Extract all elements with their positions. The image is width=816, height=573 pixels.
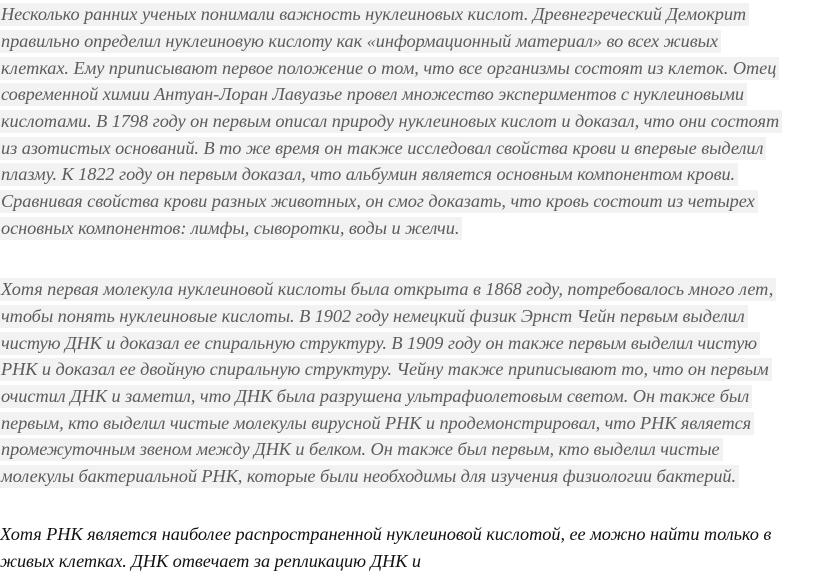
text-line xyxy=(0,107,816,134)
line-text: чистую ДНК и доказал ее спиральную структуру. В 1909 году он также первым выделил чистую xyxy=(0,332,760,355)
text-line xyxy=(0,133,816,160)
paragraph-3 xyxy=(0,520,816,573)
line-text: молекулы бактериальной РНК, которые были необходимы для изучения физиологии бактерий. xyxy=(0,465,739,488)
line-text: плазму. К 1822 году он первым доказал, что альбумин является основным компонентом крови. xyxy=(0,163,738,186)
line-text: современной химии Антуан-Лоран Лавуазье провел множество экспериментов с нуклеиновыми xyxy=(0,83,747,106)
text-line xyxy=(0,355,816,382)
line-text: клетках. Ему приписывают первое положение о том, что все организмы состоят из клеток. Отец xyxy=(0,57,779,80)
line-text: первым, кто выделил чистые молекулы вирусной РНК и продемонстрировал, что РНК является xyxy=(0,412,754,435)
text-line xyxy=(0,0,816,27)
text-line xyxy=(0,382,816,409)
text-line xyxy=(0,53,816,80)
line-text: основных компонентов: лимфы, сыворотки, воды и желчи. xyxy=(0,217,462,240)
line-text: Хотя РНК является наиболее распространенной нуклеиновой кислотой, ее можно найти только в xyxy=(0,524,772,545)
line-text: из азотистых оснований. В то же время он также исследовал свойства крови и впервые выделил xyxy=(0,137,766,160)
text-line xyxy=(0,520,816,547)
line-text: промежуточным звеном между ДНК и белком. Он также был первым, кто выделил чистые xyxy=(0,438,723,461)
line-text: правильно определил нуклеиновую кислоту как «информационный материал» во всех живых xyxy=(0,30,721,53)
paragraph-1 xyxy=(0,0,816,240)
line-text: Несколько ранних ученых понимали важность нуклеиновых кислот. Древнегреческий Демокрит xyxy=(0,3,749,26)
text-line xyxy=(0,462,816,489)
line-text: живых клетках. ДНК отвечает за репликацию ДНК и xyxy=(0,550,421,571)
text-line xyxy=(0,80,816,107)
line-text: кислотами. В 1798 году он первым описал природу нуклеиновых кислот и доказал, что они состоят xyxy=(0,110,782,133)
text-line xyxy=(0,275,816,302)
paragraph-2 xyxy=(0,275,816,489)
line-text: Сравнивая свойства крови разных животных, он смог доказать, что кровь состоит из четырех xyxy=(0,190,758,213)
line-text: РНК и доказал ее двойную спиральную структуру. Чейну также приписывают то, что он первым xyxy=(0,358,772,381)
text-line xyxy=(0,160,816,187)
line-text: очистил ДНК и заметил, что ДНК была разрушена ультрафиолетовым светом. Он также был xyxy=(0,385,752,408)
text-line xyxy=(0,187,816,214)
line-text: Хотя первая молекула нуклеиновой кислоты была открыта в 1868 году, потребовалось много лет, xyxy=(0,278,776,301)
text-line xyxy=(0,435,816,462)
text-line xyxy=(0,408,816,435)
text-line xyxy=(0,214,816,241)
line-text: чтобы понять нуклеиновые кислоты. В 1902 году немецкий физик Эрнст Чейн первым выделил xyxy=(0,305,748,328)
text-line xyxy=(0,27,816,54)
text-line xyxy=(0,328,816,355)
text-line xyxy=(0,547,816,573)
text-line xyxy=(0,302,816,329)
